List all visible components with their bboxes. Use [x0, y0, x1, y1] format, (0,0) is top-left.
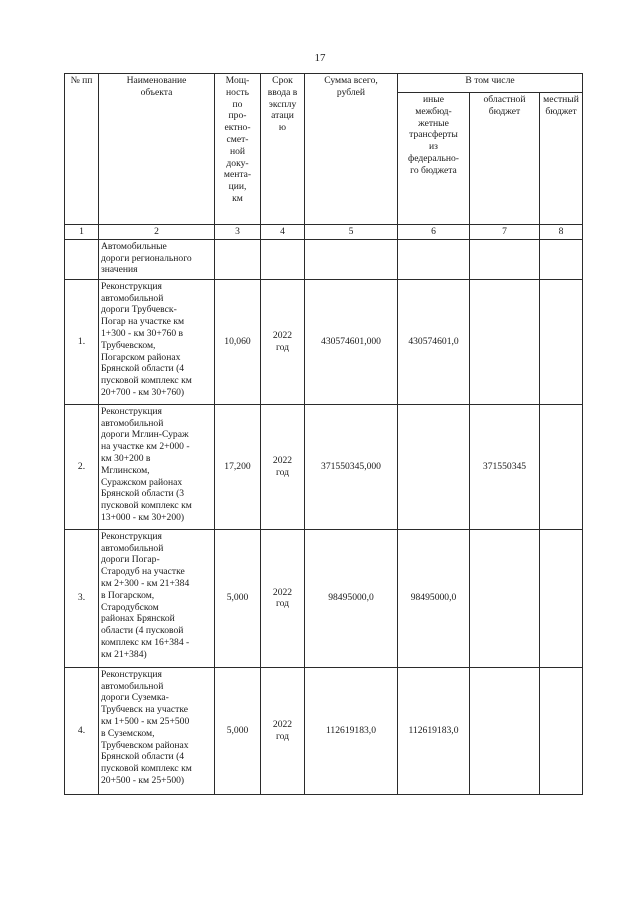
row-regional — [470, 529, 540, 667]
table-row — [65, 667, 583, 794]
row-name: Реконструкция автомобильной дороги Трубчевск- Погар на участке км 1+300 - км 30+760 в Трубчевском, Погарском районах Брянской области (4 пусковой комплекс км 20+700 - км 30+760) — [99, 279, 215, 404]
row-term: 2022 год — [261, 279, 305, 404]
row-term: 2022 год — [261, 529, 305, 667]
row-num: 4. — [65, 667, 99, 794]
row-federal — [398, 404, 470, 529]
page-number: 17 — [314, 52, 326, 64]
row-federal: 112619183,0 — [398, 667, 470, 794]
row-num: 2. — [65, 404, 99, 529]
row-federal: 98495000,0 — [398, 529, 470, 667]
header-regional: областной бюджет — [470, 93, 540, 225]
header-num: № пп — [65, 74, 99, 225]
row-term: 2022 год — [261, 667, 305, 794]
row-capacity: 17,200 — [215, 404, 261, 529]
header-including: В том числе — [398, 74, 583, 93]
column-number: 8 — [540, 225, 583, 240]
row-regional — [470, 279, 540, 404]
header-name: Наименование объекта — [99, 74, 215, 225]
header-capacity: Мощ- ность по про- ектно- смет- ной доку- мента- ции, км — [215, 74, 261, 225]
column-number: 1 — [65, 225, 99, 240]
column-number: 6 — [398, 225, 470, 240]
header-local: местный бюджет — [540, 93, 583, 225]
section-row — [65, 239, 583, 279]
row-capacity: 10,060 — [215, 279, 261, 404]
row-total: 98495000,0 — [305, 529, 398, 667]
row-name: Реконструкция автомобильной дороги Мглин-Сураж на участке км 2+000 - км 30+200 в Мглинском, Суражском районах Брянской области (3 пусковой комплекс км 13+000 - км 30+200) — [99, 404, 215, 529]
row-total: 371550345,000 — [305, 404, 398, 529]
table-row — [65, 529, 583, 667]
column-number: 7 — [470, 225, 540, 240]
row-local — [540, 279, 583, 404]
column-number: 2 — [99, 225, 215, 240]
row-local — [540, 667, 583, 794]
row-term: 2022 год — [261, 404, 305, 529]
row-num: 3. — [65, 529, 99, 667]
row-capacity: 5,000 — [215, 667, 261, 794]
column-number: 5 — [305, 225, 398, 240]
row-name: Реконструкция автомобильной дороги Суземка- Трубчевск на участке км 1+500 - км 25+500 в Суземском, Трубчевском районах Брянской области (4 пусковой комплекс км 20+500 - км 25+500) — [99, 667, 215, 794]
table-row — [65, 404, 583, 529]
row-local — [540, 529, 583, 667]
row-federal: 430574601,0 — [398, 279, 470, 404]
row-regional: 371550345 — [470, 404, 540, 529]
column-number: 4 — [261, 225, 305, 240]
row-capacity: 5,000 — [215, 529, 261, 667]
row-regional — [470, 667, 540, 794]
row-num: 1. — [65, 279, 99, 404]
section-title: Автомобильные дороги регионального значения — [99, 239, 215, 279]
budget-table — [64, 73, 583, 795]
header-row-1 — [65, 74, 583, 93]
row-local — [540, 404, 583, 529]
row-total: 430574601,000 — [305, 279, 398, 404]
column-number: 3 — [215, 225, 261, 240]
row-name: Реконструкция автомобильной дороги Погар- Стародуб на участке км 2+300 - км 21+384 в Погарском, Стародубском районах Брянской области (4 пусковой комплекс км 16+384 - км 21+384) — [99, 529, 215, 667]
header-total: Сумма всего, рублей — [305, 74, 398, 225]
row-total: 112619183,0 — [305, 667, 398, 794]
column-numbers-row — [65, 225, 583, 240]
header-federal: иные межбюд- жетные трансферты из федерально- го бюджета — [398, 93, 470, 225]
table-row — [65, 279, 583, 404]
header-term: Срок ввода в эксплу атаци ю — [261, 74, 305, 225]
